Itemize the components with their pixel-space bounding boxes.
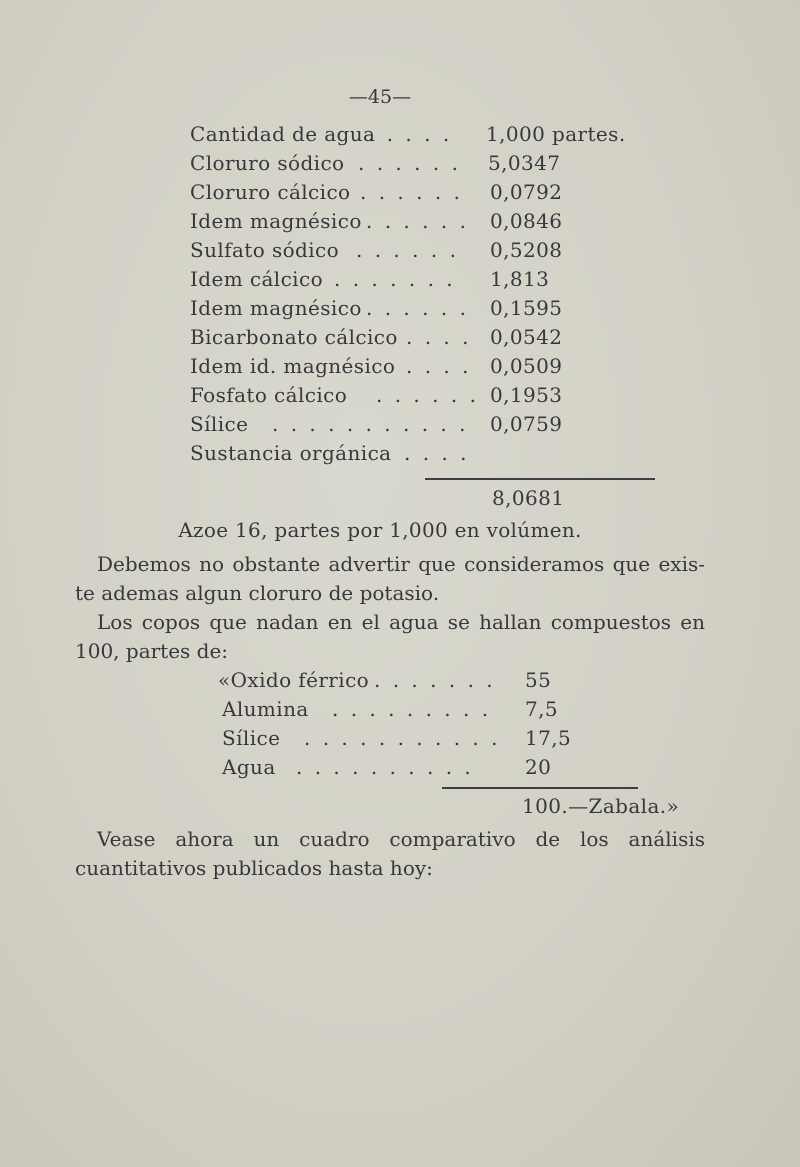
- row-label: Idem magnésico: [190, 296, 362, 320]
- dot-leader: . . . .: [406, 325, 472, 349]
- dot-leader: . . . . . . . . .: [332, 697, 492, 721]
- row-label: Sílice: [222, 726, 281, 750]
- table-row: [190, 122, 660, 152]
- table-total: 8,0681: [492, 486, 565, 510]
- row-value: 55: [525, 668, 552, 692]
- paragraph-line: Debemos no obstante advertir que consideramos que exis-: [97, 552, 705, 576]
- row-value: 20: [525, 755, 552, 779]
- paragraph-line: Vease ahora un cuadro comparativo de los análisis: [97, 827, 705, 851]
- row-label: Sulfato sódico: [190, 238, 340, 262]
- row-label: Idem cálcico: [190, 267, 324, 291]
- paragraph: [75, 608, 705, 666]
- dot-leader: . . . . .: [368, 122, 453, 146]
- sum-rule: [425, 478, 655, 480]
- row-label: Fosfato cálcico: [190, 383, 348, 407]
- row-label: Idem magnésico: [190, 209, 362, 233]
- table-row: [190, 151, 660, 181]
- dot-leader: . . . . . . . . . . .: [272, 412, 469, 436]
- row-label: Idem id. magnésico: [190, 354, 396, 378]
- paragraph-line: cuantitativos publicados hasta hoy:: [75, 856, 433, 880]
- dot-leader: . . . . . .: [360, 180, 463, 204]
- page-number: —45—: [348, 86, 412, 108]
- row-label: Alumina: [222, 697, 309, 721]
- table-row: [190, 325, 660, 355]
- row-value: 17,5: [525, 726, 572, 750]
- row-value: 0,0542: [490, 325, 563, 349]
- row-value: 1,000 partes.: [486, 122, 626, 146]
- row-label: Agua: [222, 755, 276, 779]
- table-row: [190, 267, 660, 297]
- table-row: [190, 441, 660, 471]
- row-value: 0,1953: [490, 383, 563, 407]
- row-label: Sílice: [190, 412, 249, 436]
- dot-leader: . . . . . .: [376, 383, 479, 407]
- table-row: [190, 296, 660, 326]
- table-row: [190, 209, 660, 239]
- row-value: 7,5: [525, 697, 559, 721]
- row-value: 0,0792: [490, 180, 563, 204]
- row-label: «Oxido férrico: [218, 668, 370, 692]
- table-row: [222, 726, 582, 756]
- dot-leader: . . . . . . .: [374, 668, 496, 692]
- table-row: [222, 755, 582, 785]
- paragraph-line: te ademas algun cloruro de potasio.: [75, 581, 440, 605]
- table-row: [190, 180, 660, 210]
- table-row: [222, 697, 582, 727]
- table-row: [190, 238, 660, 268]
- row-value: 0,1595: [490, 296, 563, 320]
- table-row: [190, 383, 660, 413]
- row-value: 0,5208: [490, 238, 563, 262]
- table-total: 100.—Zabala.»: [522, 794, 680, 818]
- row-label: Cantidad de agua: [190, 122, 376, 146]
- dot-leader: . . . . . .: [358, 151, 461, 175]
- paragraph-line: 100, partes de:: [75, 639, 229, 663]
- dot-leader: . . . . . . . . . . .: [304, 726, 501, 750]
- table-row: [190, 412, 660, 442]
- row-value: 0,0759: [490, 412, 563, 436]
- row-label: Bicarbonato cálcico: [190, 325, 398, 349]
- table-row: [218, 668, 578, 698]
- paragraph: [75, 825, 705, 883]
- table-row: [190, 354, 660, 384]
- row-value: 5,0347: [488, 151, 561, 175]
- dot-leader: . . . . . .: [356, 238, 459, 262]
- paragraph-line: Los copos que nadan en el agua se hallan compuestos en: [97, 610, 705, 634]
- dot-leader: . . . . . .: [366, 296, 469, 320]
- row-value: 1,813: [490, 267, 550, 291]
- paragraph: [75, 550, 705, 608]
- dot-leader: . . . . . . .: [334, 267, 456, 291]
- sum-rule: [442, 787, 638, 789]
- row-label: Sustancia orgánica: [190, 441, 392, 465]
- row-label: Cloruro cálcico: [190, 180, 351, 204]
- row-label: Cloruro sódico: [190, 151, 345, 175]
- dot-leader: . . . . . . . . . .: [296, 755, 474, 779]
- dot-leader: . . . .: [404, 441, 470, 465]
- dot-leader: . . . .: [406, 354, 472, 378]
- row-value: 0,0509: [490, 354, 563, 378]
- dot-leader: . . . . . .: [366, 209, 469, 233]
- azoe-line: Azoe 16, partes por 1,000 en volúmen.: [178, 518, 582, 542]
- row-value: 0,0846: [490, 209, 563, 233]
